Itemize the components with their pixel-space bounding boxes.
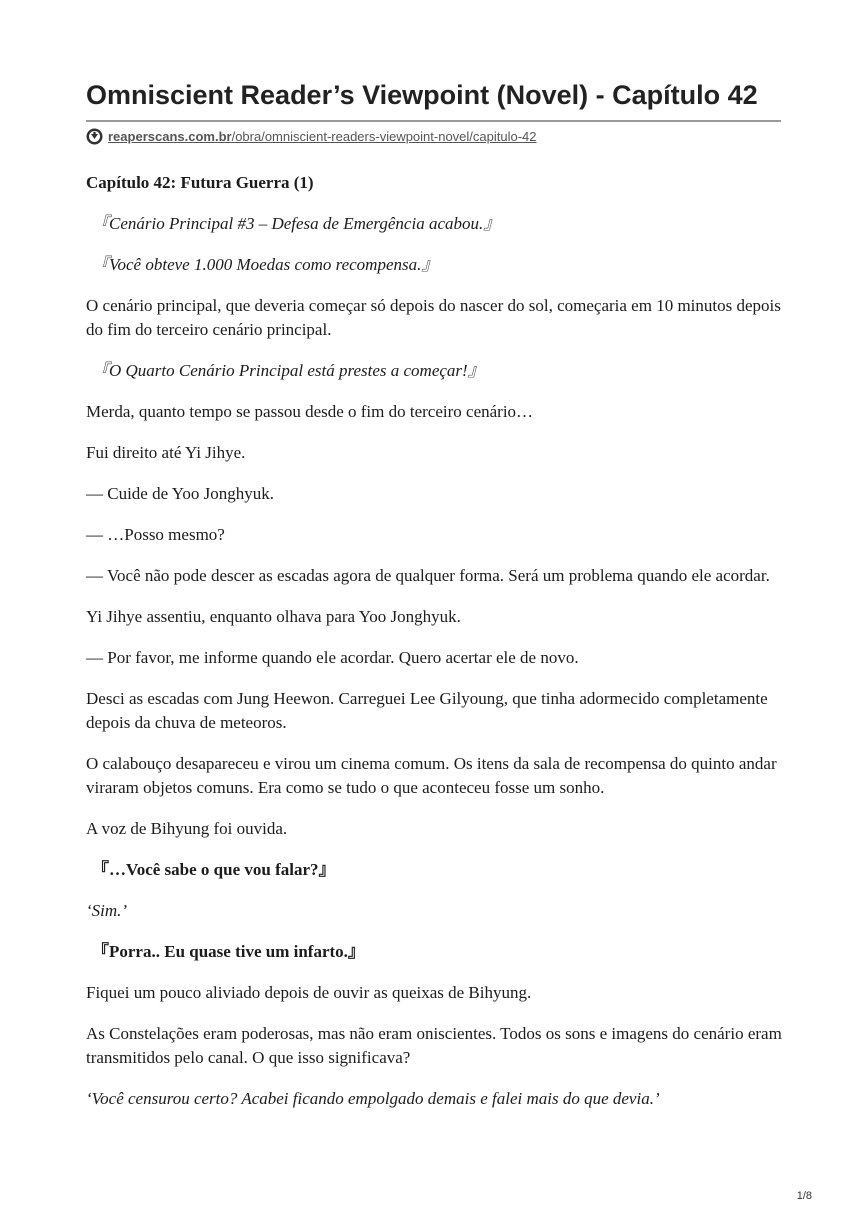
dialogue-line: — …Posso mesmo? bbox=[86, 525, 225, 544]
inner-thought: ‘Você censurou certo? Acabei ficando empolgado demais e falei mais do que devia.’ bbox=[86, 1089, 660, 1108]
title-divider bbox=[86, 120, 781, 122]
constellation-voice: 『Porra.. Eu quase tive um infarto.』 bbox=[92, 942, 365, 961]
system-message: 『O Quarto Cenário Principal está prestes a começar!』 bbox=[92, 361, 485, 380]
chapter-content bbox=[86, 171, 786, 1128]
paragraph: A voz de Bihyung foi ouvida. bbox=[86, 819, 288, 838]
page-indicator: 1/8 bbox=[796, 1190, 812, 1202]
constellation-voice: 『…Você sabe o que vou falar?』 bbox=[92, 860, 336, 879]
system-message: 『Você obteve 1.000 Moedas como recompensa.』 bbox=[92, 255, 439, 274]
source-path: /obra/omniscient-readers-viewpoint-novel/capitulo-42 bbox=[231, 129, 537, 144]
source-line bbox=[86, 128, 537, 145]
source-domain: reaperscans.com.br bbox=[108, 129, 232, 144]
source-link[interactable] bbox=[108, 129, 537, 144]
system-message: 『Cenário Principal #3 – Defesa de Emergência acabou.』 bbox=[92, 214, 501, 233]
paragraph: Fui direito até Yi Jihye. bbox=[86, 443, 246, 462]
reaper-logo-icon bbox=[86, 128, 103, 145]
paragraph: As Constelações eram poderosas, mas não eram oniscientes. Todos os sons e imagens do cenário eram transmitidos pelo canal. O que isso significava? bbox=[86, 1024, 782, 1067]
paragraph: O cenário principal, que deveria começar só depois do nascer do sol, começaria em 10 minutos depois do fim do terceiro cenário principal. bbox=[86, 296, 781, 339]
chapter-heading: Capítulo 42: Futura Guerra (1) bbox=[86, 173, 314, 192]
paragraph: Merda, quanto tempo se passou desde o fim do terceiro cenário… bbox=[86, 402, 534, 421]
dialogue-line: — Cuide de Yoo Jonghyuk. bbox=[86, 484, 274, 503]
paragraph: Fiquei um pouco aliviado depois de ouvir as queixas de Bihyung. bbox=[86, 983, 532, 1002]
paragraph: Yi Jihye assentiu, enquanto olhava para Yoo Jonghyuk. bbox=[86, 607, 461, 626]
dialogue-line: — Por favor, me informe quando ele acordar. Quero acertar ele de novo. bbox=[86, 648, 579, 667]
paragraph: Desci as escadas com Jung Heewon. Carreguei Lee Gilyoung, que tinha adormecido completamente depois da chuva de meteoros. bbox=[86, 689, 768, 732]
paragraph: O calabouço desapareceu e virou um cinema comum. Os itens da sala de recompensa do quinto andar viraram objetos comuns. Era como se tudo o que aconteceu fosse um sonho. bbox=[86, 754, 777, 797]
page-title: Omniscient Reader’s Viewpoint (Novel) - Capítulo 42 bbox=[86, 80, 758, 110]
inner-thought: ‘Sim.’ bbox=[86, 901, 128, 920]
dialogue-line: — Você não pode descer as escadas agora de qualquer forma. Será um problema quando ele acordar. bbox=[86, 566, 770, 585]
